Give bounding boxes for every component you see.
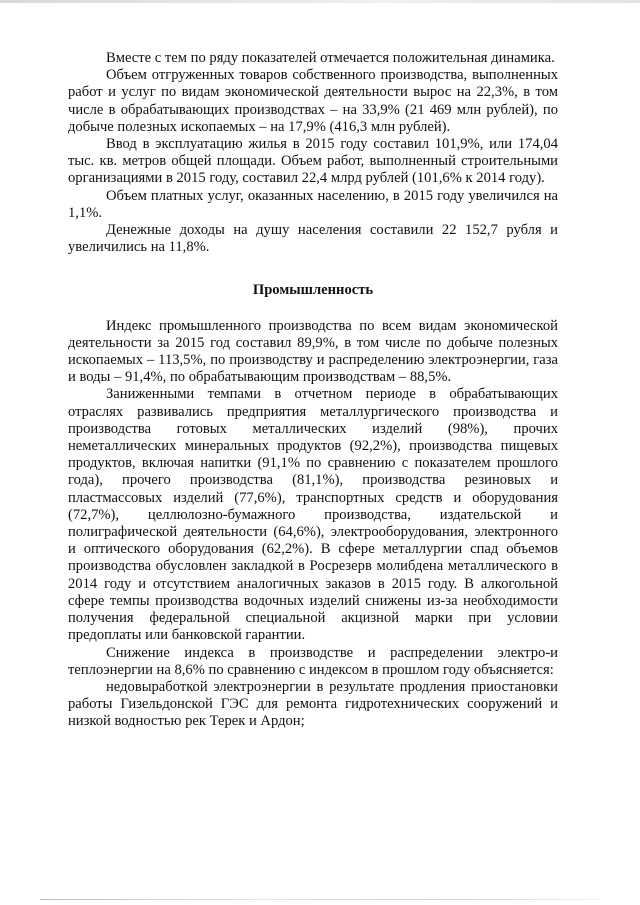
paragraph-housing: Ввод в эксплуатацию жилья в 2015 году составил 101,9%, или 174,04 тыс. кв. метров общей площади. Объем работ, выполненный строительными организациями в 2015 году, составил 22,4 млрд рублей (101,6% к 2014 году). xyxy=(68,136,558,187)
section-heading: Промышленность xyxy=(252,282,374,299)
paragraph-positive-dynamics: Вместе с тем по ряду показателей отмечается положительная динамика. xyxy=(106,50,555,66)
paragraph-paid-services: Объем платных услуг, оказанных населению, в 2015 году увеличился на 1,1%. xyxy=(68,187,558,221)
scan-streak xyxy=(40,899,600,900)
paragraph-hydro-plant: недовыработкой электроэнергии в результате продления приостановки работы Гизельдонской ГЭС для ремонта гидротехнических сооружений и низкой водностью рек Терек и Ардон; xyxy=(68,678,558,730)
paragraph-manufacturing: Заниженными темпами в отчетном периоде в обрабатывающих отраслях развивались предприятия металлургического производства и производства готовых металлических изделий (98%), прочих неметаллических минеральных продуктов (92,2%), производства пищевых продуктов, включая напитки (91,1% по сравнению с показателем прошлого года), прочего производства (81,1%), производства резиновых и пластмассовых изделий (77,6%), транспортных средств и оборудования (72,7%), целлюлозно-бумажного производства, издательской и полиграфической деятельности (64,6%), электрооборудования, электронного и оптического оборудования (62,2%). В сфере металлургии спад объемов производства обусловлен закладкой в Росрезерв молибдена металлического в 2014 году и отсутствием аналогичных заказов в 2015 году. В алкогольной сфере темпы производства водочных изделий снижены из-за необходимости получения федеральной специальной акцизной марки при условии предоплаты или банковской гарантии. xyxy=(68,386,558,644)
scan-top-edge xyxy=(0,0,640,3)
document-page xyxy=(68,50,558,731)
scan-bottom-edge xyxy=(0,893,640,905)
paragraph-shipped-goods: Объем отгруженных товаров собственного производства, выполненных работ и услуг по видам экономической деятельности вырос на 22,3%, в том числе в обрабатывающих производствах – на 33,9% (21 469 млн рублей), по добыче полезных ископаемых – на 17,9% (416,3 млн рублей). xyxy=(68,67,558,135)
paragraph-industrial-index: Индекс промышленного производства по всем видам экономической деятельности за 2015 год составил 89,9%, в том числе по добыче полезных ископаемых – 113,5%, по производству и распределению электроэнергии, газа и воды – 91,4%, по обрабатывающим производствам – 88,5%. xyxy=(68,317,558,386)
paragraph-energy-decline: Снижение индекса в производстве и распределении электро-и теплоэнергии на 8,6% по сравнению с индексом в прошлом году объясняется: xyxy=(68,644,558,678)
paragraph-income: Денежные доходы на душу населения составили 22 152,7 рубля и увеличились на 11,8%. xyxy=(68,222,558,256)
